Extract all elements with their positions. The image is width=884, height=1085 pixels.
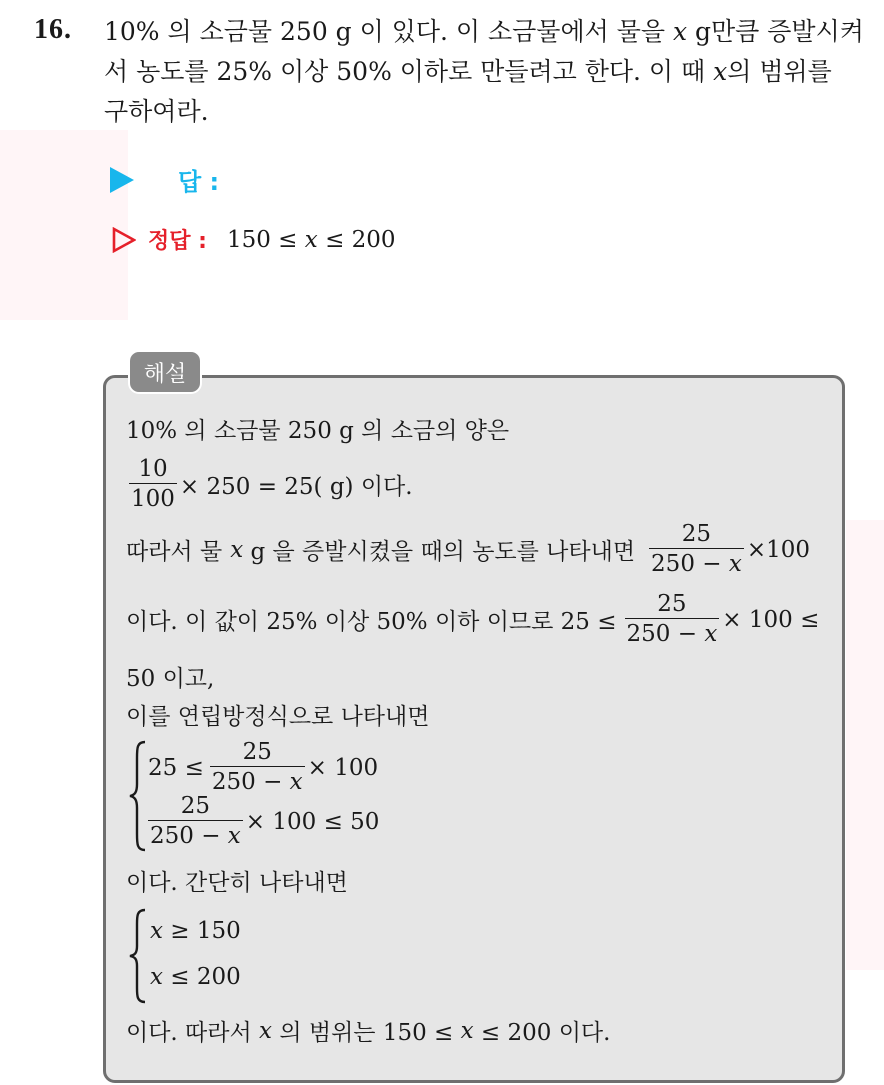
fraction: $\frac{25}{250 - x}$	[211, 739, 303, 795]
result-line-2: x ≤ 200	[150, 964, 241, 990]
explanation-line-2: $\frac{10}{100}$ × 250 = 25( g) 이다.	[131, 456, 413, 512]
result-line-1: x ≥ 150	[150, 918, 241, 944]
solution-value: 150 ≤ x ≤ 200	[226, 226, 396, 253]
explanation-line-4: 이다. 이 값이 25% 이상 50% 이하 이므로 25 ≤ $\frac{25}{250 - x}$ × 100 ≤	[126, 591, 820, 647]
left-brace	[128, 740, 148, 852]
explanation-line-3: 따라서 물 x g 을 증발시켰을 때의 농도를 나타내면 $\frac{25}{250 - x}$ ×100	[126, 521, 810, 577]
outline-triangle-icon	[112, 227, 136, 253]
question-line-2: 서 농도를 25% 이상 50% 이하로 만들려고 한다. 이 때 x의 범위를	[104, 57, 832, 86]
system-line-1: 25 ≤ $\frac{25}{250 - x}$ × 100	[148, 739, 379, 795]
explanation-tab: 해설	[128, 350, 202, 394]
fraction: $\frac{25}{250 - x}$	[150, 793, 241, 849]
explanation-line-6: 이를 연립방정식으로 나타내면	[126, 704, 430, 730]
explanation-line-1: 10% 의 소금물 250 g 의 소금의 양은	[126, 418, 510, 444]
system-line-2: $\frac{25}{250 - x}$ × 100 ≤ 50	[150, 793, 380, 849]
fraction: $\frac{25}{250 - x}$	[626, 591, 718, 647]
question-line-1: 10% 의 소금물 250 g 이 있다. 이 소금물에서 물을 x g만큼 증발시켜	[104, 17, 864, 46]
solution-row	[112, 224, 396, 255]
filled-triangle-icon	[110, 167, 134, 193]
explanation-line-8: 이다. 따라서 x 의 범위는 150 ≤ x ≤ 200 이다.	[126, 1017, 611, 1046]
answer-row	[110, 162, 219, 197]
fraction: $\frac{25}{250 - x}$	[651, 521, 742, 577]
question-line-3: 구하여라.	[104, 97, 209, 126]
explanation-line-7: 이다. 간단히 나타내면	[126, 870, 348, 896]
background-band-right	[846, 520, 884, 970]
explanation-line-5: 50 이고,	[126, 666, 215, 692]
solution-label: 정답 :	[148, 229, 207, 254]
question-text	[104, 12, 864, 132]
left-brace	[128, 908, 148, 1004]
answer-label: 답 :	[178, 168, 220, 196]
background-band-left	[0, 130, 128, 320]
question-number: 16.	[34, 14, 72, 45]
fraction: $\frac{10}{100}$	[131, 456, 175, 512]
